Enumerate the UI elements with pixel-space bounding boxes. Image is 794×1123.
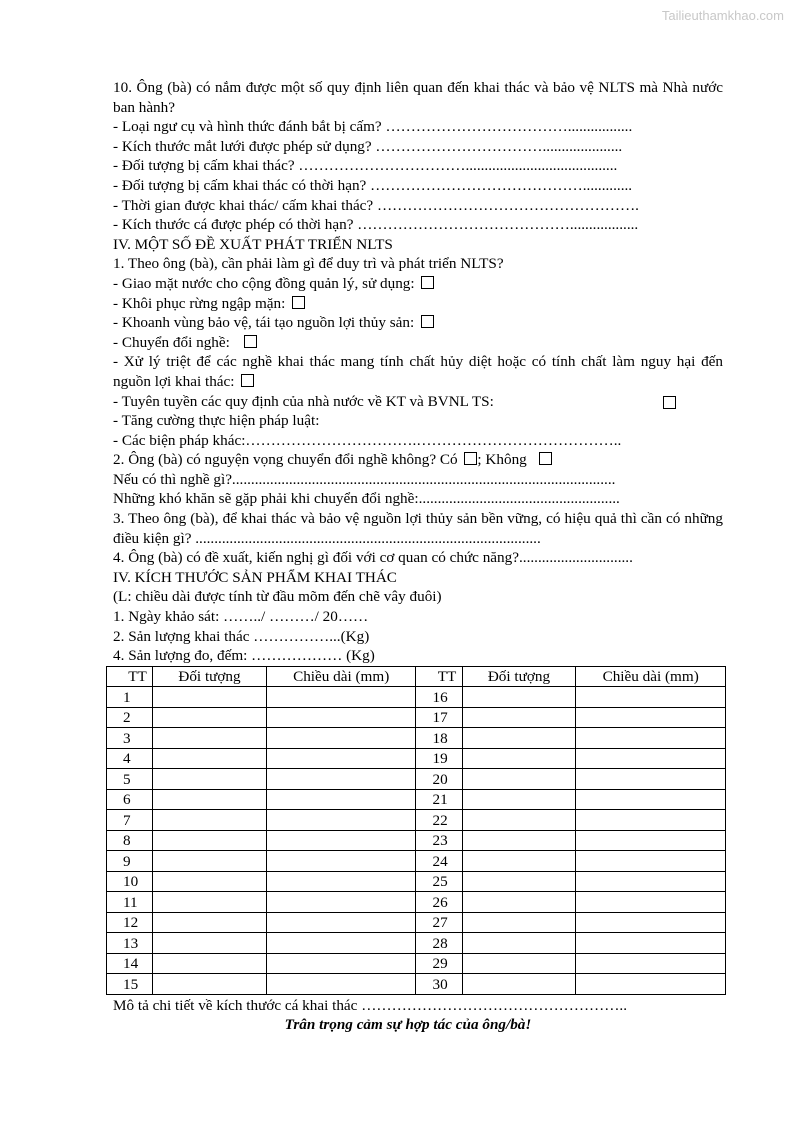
object-cell[interactable]	[462, 871, 576, 892]
object-cell[interactable]	[462, 728, 576, 749]
length-cell[interactable]	[576, 912, 726, 933]
row-number: 24	[416, 851, 462, 872]
row-number: 7	[107, 810, 153, 831]
row-number: 9	[107, 851, 153, 872]
length-note: (L: chiều dài được tính từ đầu mõm đến chẽ vây đuôi)	[113, 588, 442, 606]
length-cell[interactable]	[576, 851, 726, 872]
table-row	[107, 769, 726, 790]
table-row	[107, 728, 726, 749]
row-number: 14	[107, 953, 153, 974]
length-cell[interactable]	[576, 830, 726, 851]
table-header-row	[107, 666, 726, 687]
length-cell[interactable]	[266, 769, 416, 790]
object-cell[interactable]	[153, 810, 267, 831]
proposal-question-4: 4. Ông (bà) có đề xuất, kiến nghị gì đối với cơ quan có chức năng?..............................	[113, 549, 633, 567]
survey-content	[113, 78, 723, 1035]
option-water-surface	[113, 274, 723, 294]
question-10: 10. Ông (bà) có nắm được một số quy định liên quan đến khai thác và bảo vệ NLTS mà Nhà nước ban hành?	[113, 79, 723, 116]
length-cell[interactable]	[576, 769, 726, 790]
object-cell[interactable]	[462, 769, 576, 790]
length-cell[interactable]	[576, 687, 726, 708]
option-label: - Xử lý triệt để các nghề khai thác mang tính chất hủy diệt hoặc có tính chất làm nguy hại đến nguồn lợi khai thác:	[113, 353, 723, 390]
table-row	[107, 933, 726, 954]
length-cell[interactable]	[266, 830, 416, 851]
row-number: 29	[416, 953, 462, 974]
table-row	[107, 851, 726, 872]
option-other-measures: - Các biện pháp khác:…………………………….…………………………………..	[113, 431, 622, 449]
header-length: Chiều dài (mm)	[576, 666, 726, 687]
checkbox[interactable]	[292, 296, 305, 309]
option-mangrove	[113, 294, 723, 314]
size-description: Mô tả chi tiết về kích thước cá khai thác ……………………………………………..	[113, 996, 627, 1014]
proposal-question-2	[113, 450, 723, 470]
row-number: 21	[416, 789, 462, 810]
header-object: Đối tượng	[153, 666, 267, 687]
object-cell[interactable]	[462, 748, 576, 769]
length-cell[interactable]	[576, 953, 726, 974]
object-cell[interactable]	[153, 789, 267, 810]
size-table	[106, 666, 726, 995]
q2-no-label: ; Không	[477, 451, 527, 469]
length-cell[interactable]	[266, 810, 416, 831]
object-cell[interactable]	[153, 892, 267, 913]
proposal-question-1: 1. Theo ông (bà), cần phải làm gì để duy trì và phát triển NLTS?	[113, 255, 504, 273]
option-propaganda	[113, 392, 723, 412]
row-number: 12	[107, 912, 153, 933]
length-cell[interactable]	[266, 912, 416, 933]
table-row	[107, 687, 726, 708]
object-cell[interactable]	[462, 789, 576, 810]
section-title-proposals: IV. MỘT SỐ ĐỀ XUẤT PHÁT TRIỂN NLTS	[113, 235, 393, 253]
table-row	[107, 974, 726, 995]
header-length: Chiều dài (mm)	[266, 666, 416, 687]
length-cell[interactable]	[576, 810, 726, 831]
row-number: 18	[416, 728, 462, 749]
option-destructive-practices	[113, 352, 723, 391]
length-cell[interactable]	[266, 953, 416, 974]
thanks-note: Trân trọng cảm sự hợp tác của ông/bà!	[284, 1016, 532, 1034]
length-cell[interactable]	[266, 728, 416, 749]
row-number: 27	[416, 912, 462, 933]
header-tt: TT	[416, 666, 462, 687]
length-cell[interactable]	[266, 748, 416, 769]
row-number: 22	[416, 810, 462, 831]
option-label: - Khôi phục rừng ngập mặn:	[113, 294, 286, 312]
object-cell[interactable]	[153, 851, 267, 872]
table-row	[107, 748, 726, 769]
object-cell[interactable]	[462, 892, 576, 913]
object-cell[interactable]	[462, 810, 576, 831]
row-number: 25	[416, 871, 462, 892]
table-row	[107, 953, 726, 974]
object-cell[interactable]	[153, 830, 267, 851]
length-cell[interactable]	[266, 871, 416, 892]
row-number: 16	[416, 687, 462, 708]
row-number: 8	[107, 830, 153, 851]
q10-item: - Kích thước mắt lưới được phép sử dụng? …………………………….....................	[113, 137, 623, 155]
object-cell[interactable]	[462, 912, 576, 933]
length-cell[interactable]	[266, 687, 416, 708]
option-label: - Khoanh vùng bảo vệ, tái tạo nguồn lợi thủy sản:	[113, 314, 415, 332]
object-cell[interactable]	[153, 687, 267, 708]
row-number: 6	[107, 789, 153, 810]
object-cell[interactable]	[153, 974, 267, 995]
header-object: Đối tượng	[462, 666, 576, 687]
q10-item: - Loại ngư cụ và hình thức đánh bắt bị cấm? ……………………………….................	[113, 118, 633, 136]
checkbox-yes[interactable]	[464, 452, 477, 465]
row-number: 11	[107, 892, 153, 913]
length-cell[interactable]	[266, 933, 416, 954]
object-cell[interactable]	[462, 933, 576, 954]
object-cell[interactable]	[462, 687, 576, 708]
q2-which-job: Nếu có thì nghề gì?.....................................................................................................	[113, 470, 616, 488]
q2-difficulties: Những khó khăn sẽ gặp phải khi chuyển đổi nghề:.....................................................	[113, 490, 620, 508]
section-title-product-size: IV. KÍCH THƯỚC SẢN PHẨM KHAI THÁC	[113, 568, 397, 586]
checkbox[interactable]	[663, 396, 676, 409]
length-cell[interactable]	[576, 871, 726, 892]
length-cell[interactable]	[576, 789, 726, 810]
q10-item: - Đối tượng bị cấm khai thác có thời hạn? …………………………………….............	[113, 176, 633, 194]
table-row	[107, 892, 726, 913]
q10-item: - Đối tượng bị cấm khai thác? ……………………………........................................	[113, 157, 618, 175]
row-number: 23	[416, 830, 462, 851]
object-cell[interactable]	[462, 830, 576, 851]
option-label: - Tuyên tuyền các quy định của nhà nước về KT và BVNL TS:	[113, 392, 494, 410]
length-cell[interactable]	[576, 748, 726, 769]
object-cell[interactable]	[153, 748, 267, 769]
length-cell[interactable]	[266, 707, 416, 728]
length-cell[interactable]	[576, 892, 726, 913]
object-cell[interactable]	[153, 769, 267, 790]
row-number: 5	[107, 769, 153, 790]
table-row	[107, 810, 726, 831]
survey-date: 1. Ngày khảo sát: ……../ ………/ 20……	[113, 608, 369, 626]
checkbox[interactable]	[244, 335, 257, 348]
option-label: - Giao mặt nước cho cộng đồng quản lý, sử dụng:	[113, 274, 415, 292]
table-row	[107, 871, 726, 892]
length-cell[interactable]	[266, 789, 416, 810]
object-cell[interactable]	[153, 912, 267, 933]
row-number: 13	[107, 933, 153, 954]
option-job-change	[113, 333, 723, 353]
checkbox-no[interactable]	[539, 452, 552, 465]
table-row	[107, 830, 726, 851]
row-number: 15	[107, 974, 153, 995]
object-cell[interactable]	[153, 707, 267, 728]
length-cell[interactable]	[266, 851, 416, 872]
length-cell[interactable]	[576, 933, 726, 954]
row-number: 30	[416, 974, 462, 995]
row-number: 19	[416, 748, 462, 769]
object-cell[interactable]	[153, 871, 267, 892]
q2-text: 2. Ông (bà) có nguyện vọng chuyển đổi nghề không? Có	[113, 451, 458, 469]
object-cell[interactable]	[153, 953, 267, 974]
watermark: Tailieuthamkhao.com	[661, 8, 784, 23]
row-number: 10	[107, 871, 153, 892]
option-protection-zone	[113, 313, 723, 333]
q10-item: - Kích thước cá được phép có thời hạn? ……………………………………..................	[113, 216, 639, 234]
table-row	[107, 707, 726, 728]
length-cell[interactable]	[576, 728, 726, 749]
measured-yield: 4. Sản lượng đo, đếm: ……………… (Kg)	[113, 647, 375, 665]
length-cell[interactable]	[576, 974, 726, 995]
table-row	[107, 912, 726, 933]
object-cell[interactable]	[153, 933, 267, 954]
catch-yield: 2. Sản lượng khai thác ……………...(Kg)	[113, 627, 370, 645]
object-cell[interactable]	[462, 851, 576, 872]
checkbox[interactable]	[421, 315, 434, 328]
object-cell[interactable]	[462, 974, 576, 995]
header-tt: TT	[107, 666, 153, 687]
object-cell[interactable]	[462, 707, 576, 728]
checkbox[interactable]	[241, 374, 254, 387]
q10-item: - Thời gian được khai thác/ cấm khai thác? …………………………………………….	[113, 196, 639, 214]
length-cell[interactable]	[266, 892, 416, 913]
row-number: 28	[416, 933, 462, 954]
length-cell[interactable]	[576, 707, 726, 728]
length-cell[interactable]	[266, 974, 416, 995]
option-law-enforcement: - Tăng cường thực hiện pháp luật:	[113, 412, 320, 430]
row-number: 3	[107, 728, 153, 749]
object-cell[interactable]	[462, 953, 576, 974]
row-number: 2	[107, 707, 153, 728]
row-number: 17	[416, 707, 462, 728]
row-number: 26	[416, 892, 462, 913]
checkbox[interactable]	[421, 276, 434, 289]
table-row	[107, 789, 726, 810]
object-cell[interactable]	[153, 728, 267, 749]
proposal-question-3: 3. Theo ông (bà), để khai thác và bảo vệ nguồn lợi thủy sản bền vững, có hiệu quả thì cần có những điều kiện gì? ...........................................................................................	[113, 510, 723, 547]
row-number: 1	[107, 687, 153, 708]
row-number: 4	[107, 748, 153, 769]
option-label: - Chuyển đổi nghề:	[113, 333, 230, 351]
row-number: 20	[416, 769, 462, 790]
